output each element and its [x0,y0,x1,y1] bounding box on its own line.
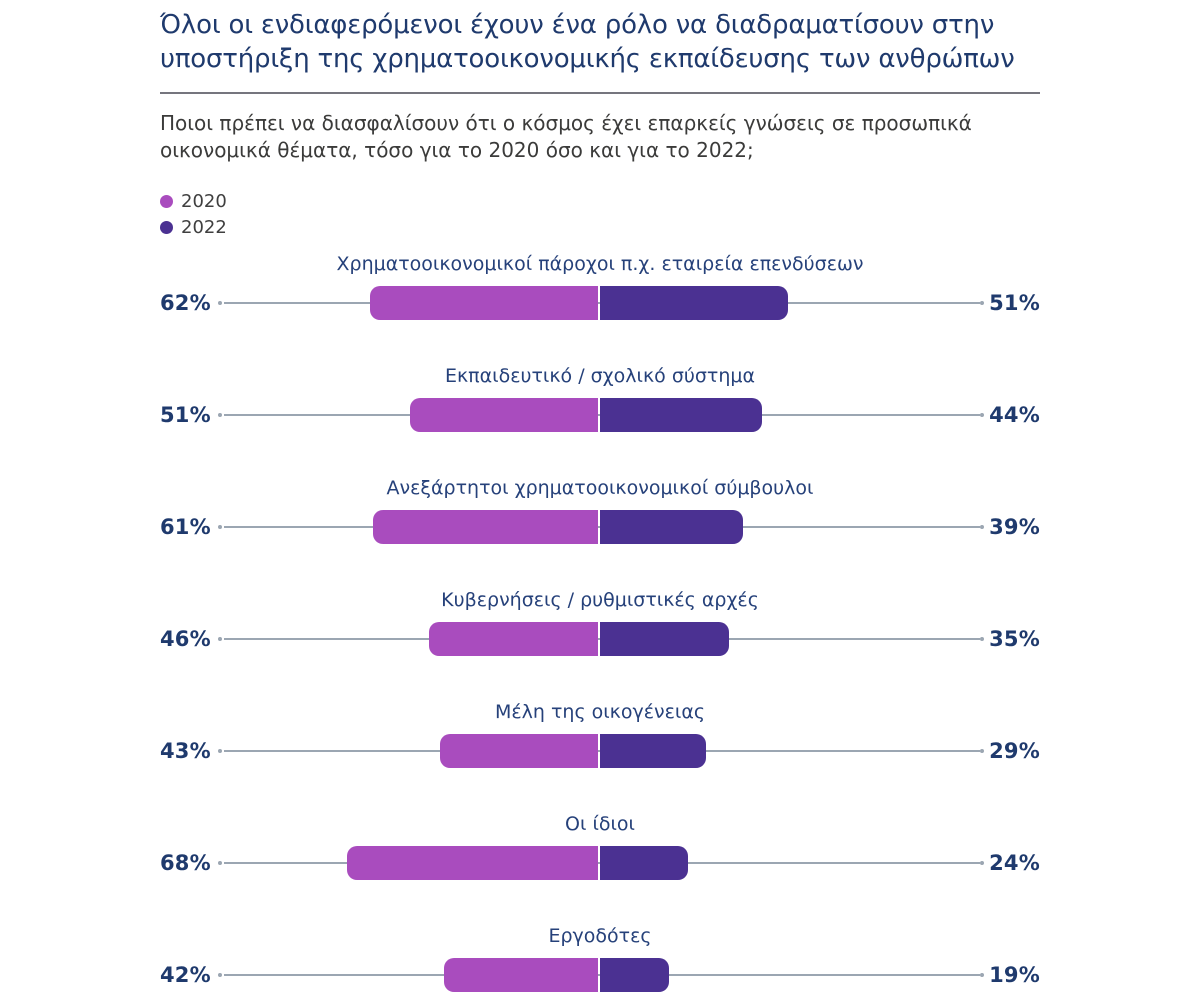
legend-dot-2020-icon [160,195,173,208]
bar-group [0,476,1200,544]
bar-group [0,364,1200,432]
value-label-2020: 43% [160,739,211,763]
bar-2020 [440,734,598,768]
bar-2020 [429,622,598,656]
bar-row [0,622,1200,656]
chart-question: Ποιοι πρέπει να διασφαλίσουν ότι ο κόσμος έχει επαρκείς γνώσεις σε προσωπικά οικονομικά θέματα, τόσο για το 2020 όσο και για το 2022; [160,111,972,162]
legend-item-2022 [160,214,1040,240]
value-label-2022: 44% [989,403,1040,427]
category-label: Ανεξάρτητοι χρηματοοικονομικοί σύμβουλοι [386,477,814,499]
bar-row [0,734,1200,768]
connector-dot-right-icon [980,861,984,865]
legend [160,188,1040,240]
bar-row [0,510,1200,544]
bar-group [0,812,1200,880]
legend-item-2020 [160,188,1040,214]
value-label-2022: 51% [989,291,1040,315]
value-label-2020: 51% [160,403,211,427]
bar-2022 [600,286,788,320]
value-label-2022: 19% [989,963,1040,987]
connector-dot-right-icon [980,973,984,977]
bar-2022 [600,958,669,992]
connector-dot-left-icon [218,637,222,641]
value-label-2020: 62% [160,291,211,315]
value-label-2022: 39% [989,515,1040,539]
category-label: Μέλη της οικογένειας [494,701,706,723]
bar-2022 [600,622,729,656]
connector-dot-left-icon [218,861,222,865]
connector-dot-left-icon [218,413,222,417]
connector-dot-right-icon [980,749,984,753]
bar-2020 [370,286,598,320]
category-label: Εκπαιδευτικό / σχολικό σύστημα [444,365,755,387]
bar-2022 [600,510,743,544]
category-label: Οι ίδιοι [565,813,635,835]
bar-row [0,398,1200,432]
bar-2022 [600,398,762,432]
bar-group [0,924,1200,992]
connector-dot-left-icon [218,525,222,529]
value-label-2020: 68% [160,851,211,875]
connector-dot-left-icon [218,973,222,977]
legend-label-2020: 2020 [181,190,227,212]
page-title: Όλοι οι ενδιαφερόμενοι έχουν ένα ρόλο να διαδραματίσουν στην υποστήριξη της χρηματοοικονομικής εκπαίδευσης των ανθρώπων [160,10,1015,74]
value-label-2022: 24% [989,851,1040,875]
chart [0,252,1200,992]
value-label-2020: 46% [160,627,211,651]
value-label-2020: 61% [160,515,211,539]
value-label-2022: 29% [989,739,1040,763]
category-label: Κυβερνήσεις / ρυθμιστικές αρχές [441,589,759,611]
bar-group [0,700,1200,768]
category-label: Χρηματοοικονομικοί πάροχοι π.χ. εταιρεία επενδύσεων [336,253,864,275]
bar-2020 [444,958,598,992]
value-label-2022: 35% [989,627,1040,651]
bar-group [0,588,1200,656]
bar-group [0,252,1200,320]
bar-2020 [410,398,598,432]
value-label-2020: 42% [160,963,211,987]
legend-label-2022: 2022 [181,216,227,238]
bar-2022 [600,734,706,768]
category-label: Εργοδότες [548,925,652,947]
bar-2022 [600,846,688,880]
connector-dot-left-icon [218,301,222,305]
connector-dot-right-icon [980,413,984,417]
connector-dot-left-icon [218,749,222,753]
divider [160,92,1040,94]
bar-row [0,958,1200,992]
connector-dot-right-icon [980,525,984,529]
bar-row [0,286,1200,320]
connector-dot-right-icon [980,301,984,305]
bar-row [0,846,1200,880]
connector-dot-right-icon [980,637,984,641]
header [0,0,1200,76]
bar-2020 [347,846,598,880]
bar-2020 [373,510,598,544]
legend-dot-2022-icon [160,221,173,234]
